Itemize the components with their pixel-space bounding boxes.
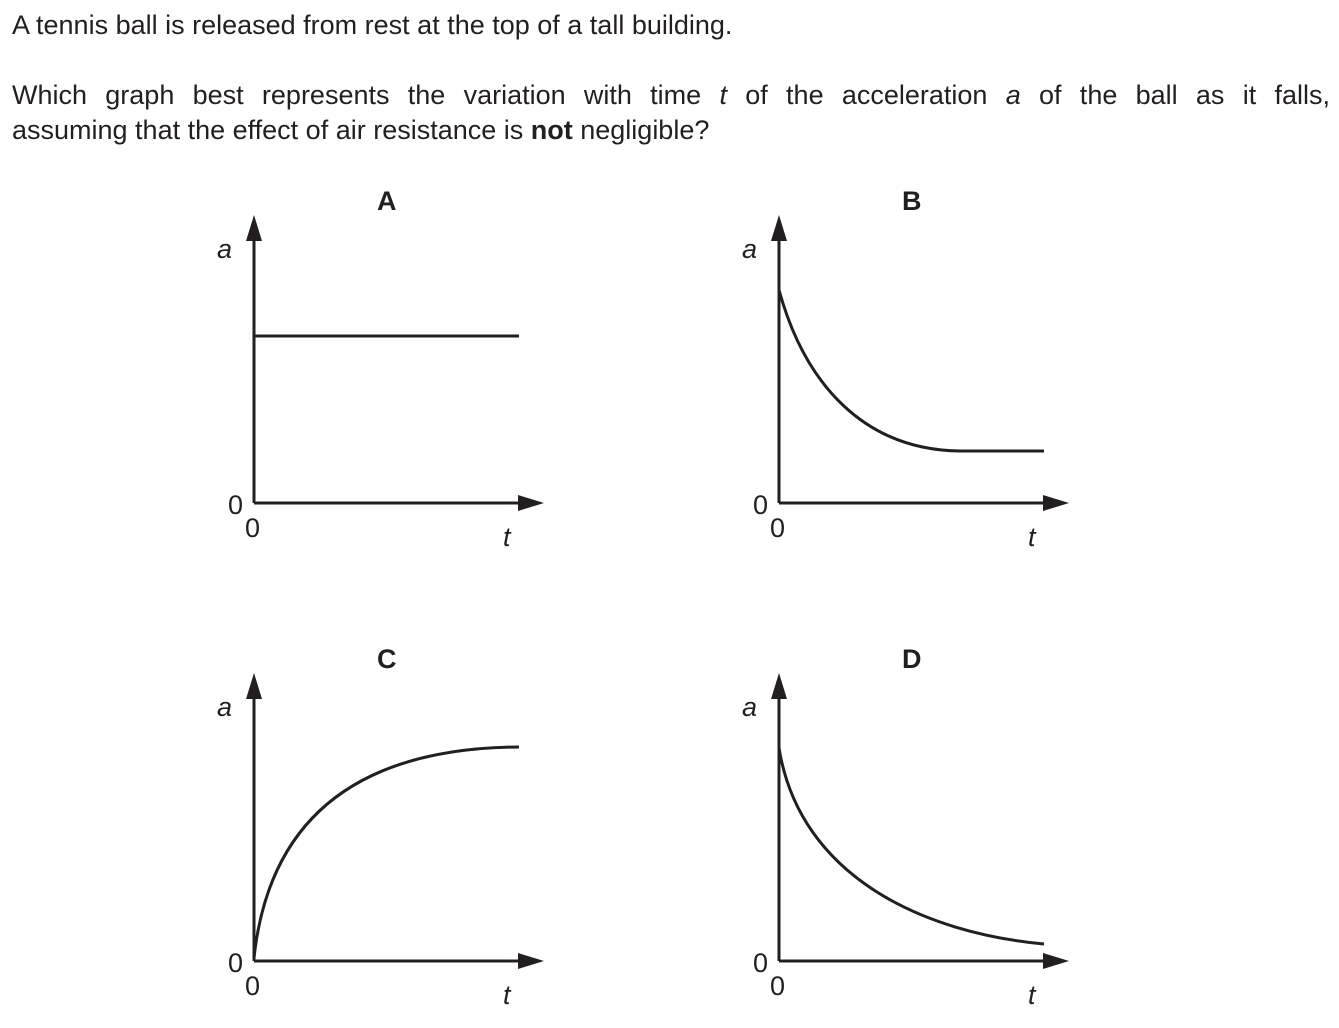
- y-axis-label-d: a: [742, 692, 758, 722]
- y-axis-arrow-b: [771, 215, 787, 241]
- curve-d: [779, 748, 1044, 944]
- graph-plot-d: [695, 638, 1255, 1028]
- y-axis-arrow-d: [771, 673, 787, 699]
- y-axis-label-b: a: [742, 234, 758, 264]
- graph-title-b: B: [902, 186, 922, 216]
- y-axis-arrow-c: [246, 673, 262, 699]
- y-origin-label-b: 0: [753, 490, 769, 520]
- x-axis-arrow-c: [518, 953, 544, 969]
- question-line-2-start: Which graph best represents the variation with time: [12, 80, 720, 110]
- y-origin-label-c: 0: [228, 948, 244, 978]
- x-axis-label-b: t: [1028, 522, 1036, 552]
- curve-c: [254, 747, 519, 958]
- graph-option-a[interactable]: [170, 180, 730, 570]
- question-line-2-middle: of the acceleration: [726, 80, 1006, 110]
- y-axis-label-a: a: [217, 234, 233, 264]
- x-origin-label-b: 0: [770, 513, 786, 543]
- time-symbol: t: [719, 80, 727, 110]
- graph-plot-a: [170, 180, 730, 570]
- x-axis-label-c: t: [503, 980, 511, 1010]
- y-origin-label-d: 0: [753, 948, 769, 978]
- question-line-3-end: negligible?: [572, 115, 710, 145]
- emphasis-not: not: [530, 115, 573, 145]
- acceleration-symbol: a: [1005, 80, 1021, 110]
- x-axis-label-a: t: [503, 522, 511, 552]
- graph-plot-c: [170, 638, 730, 1028]
- question-line-1: A tennis ball is released from rest at the top of a tall building.: [12, 10, 733, 40]
- question-line-3-start: assuming that the effect of air resistance is: [12, 115, 531, 145]
- question-line-2-end: of the ball as it falls,: [1020, 80, 1330, 110]
- graph-option-d[interactable]: [695, 638, 1255, 1028]
- graph-option-c[interactable]: [170, 638, 730, 1028]
- x-axis-label-d: t: [1028, 980, 1036, 1010]
- x-axis-arrow-b: [1043, 495, 1069, 511]
- graph-title-a: A: [377, 186, 397, 216]
- graph-title-c: C: [377, 644, 397, 674]
- x-origin-label-d: 0: [770, 971, 786, 1001]
- y-axis-arrow-a: [246, 215, 262, 241]
- question-line-2: [12, 78, 1330, 113]
- y-axis-label-c: a: [217, 692, 233, 722]
- question-text: [12, 8, 1330, 148]
- x-origin-label-c: 0: [245, 971, 261, 1001]
- curve-b: [779, 290, 1044, 451]
- x-origin-label-a: 0: [245, 513, 261, 543]
- graph-option-b[interactable]: [695, 180, 1255, 570]
- y-origin-label-a: 0: [228, 490, 244, 520]
- x-axis-arrow-a: [518, 495, 544, 511]
- question-line-3: [12, 113, 1330, 148]
- x-axis-arrow-d: [1043, 953, 1069, 969]
- graph-title-d: D: [902, 644, 922, 674]
- graph-plot-b: [695, 180, 1255, 570]
